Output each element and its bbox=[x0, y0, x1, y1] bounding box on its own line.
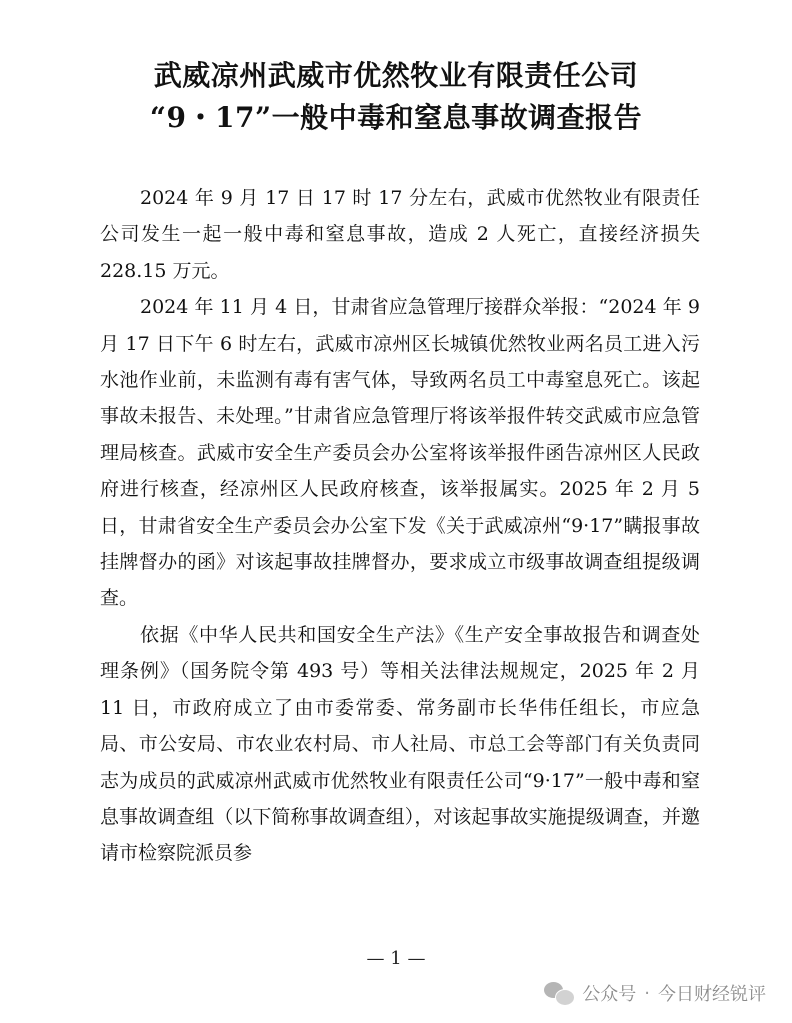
paragraph-2: 2024 年 11 月 4 日，甘肃省应急管理厅接群众举报：“2024 年 9 月 17 日下午 6 时左右，武威市凉州区长城镇优然牧业两名员工进入污水池作业前，未监测有毒有害气体，导致两名员工中毒窒息死亡。该起事故未报告、未处理。”甘肃省应急管理厅将该举报件转交武威市应急管理局核查。武威市安全生产委员会办公室将该举报件函告凉州区人民政府进行核查，经凉州区人民政府核查，该举报属实。2025 年 2 月 5 日，甘肃省安全生产委员会办公室下发《关于武威凉州“9·17”瞒报事故挂牌督办的函》对该起事故挂牌督办，要求成立市级事故调查组提级调查。 bbox=[100, 296, 700, 610]
paragraph-1: 2024 年 9 月 17 日 17 时 17 分左右，武威市优然牧业有限责任公司发生一起一般中毒和窒息事故，造成 2 人死亡，直接经济损失 228.15 万元。 bbox=[100, 187, 700, 282]
watermark-label: 公众号 bbox=[582, 984, 637, 1005]
paragraph-3: 依据《中华人民共和国安全生产法》《生产安全事故报告和调查处理条例》（国务院令第 493 号）等相关法律法规规定，2025 年 2 月 11 日，市政府成立了由市委常委、常务副市长华伟任组长，市应急局、市公安局、市农业农村局、市人社局、市总工会等部门有关负责同志为成员的武威凉州武威市优然牧业有限责任公司“9·17”一般中毒和窒息事故调查组（以下简称事故调查组），对该起事故实施提级调查，并邀请市检察院派员参 bbox=[100, 623, 700, 865]
watermark-account: 今日财经锐评 bbox=[658, 984, 766, 1005]
page-number: — 1 — bbox=[366, 948, 426, 969]
document-title-line-2: “9・17”一般中毒和窒息事故调查报告 bbox=[149, 101, 643, 134]
document-body bbox=[100, 180, 700, 872]
watermark-separator: · bbox=[644, 982, 650, 1004]
document-title-line-1: 武威凉州武威市优然牧业有限责任公司 bbox=[153, 59, 639, 92]
wechat-icon bbox=[544, 980, 574, 1006]
wechat-watermark bbox=[544, 978, 766, 1008]
